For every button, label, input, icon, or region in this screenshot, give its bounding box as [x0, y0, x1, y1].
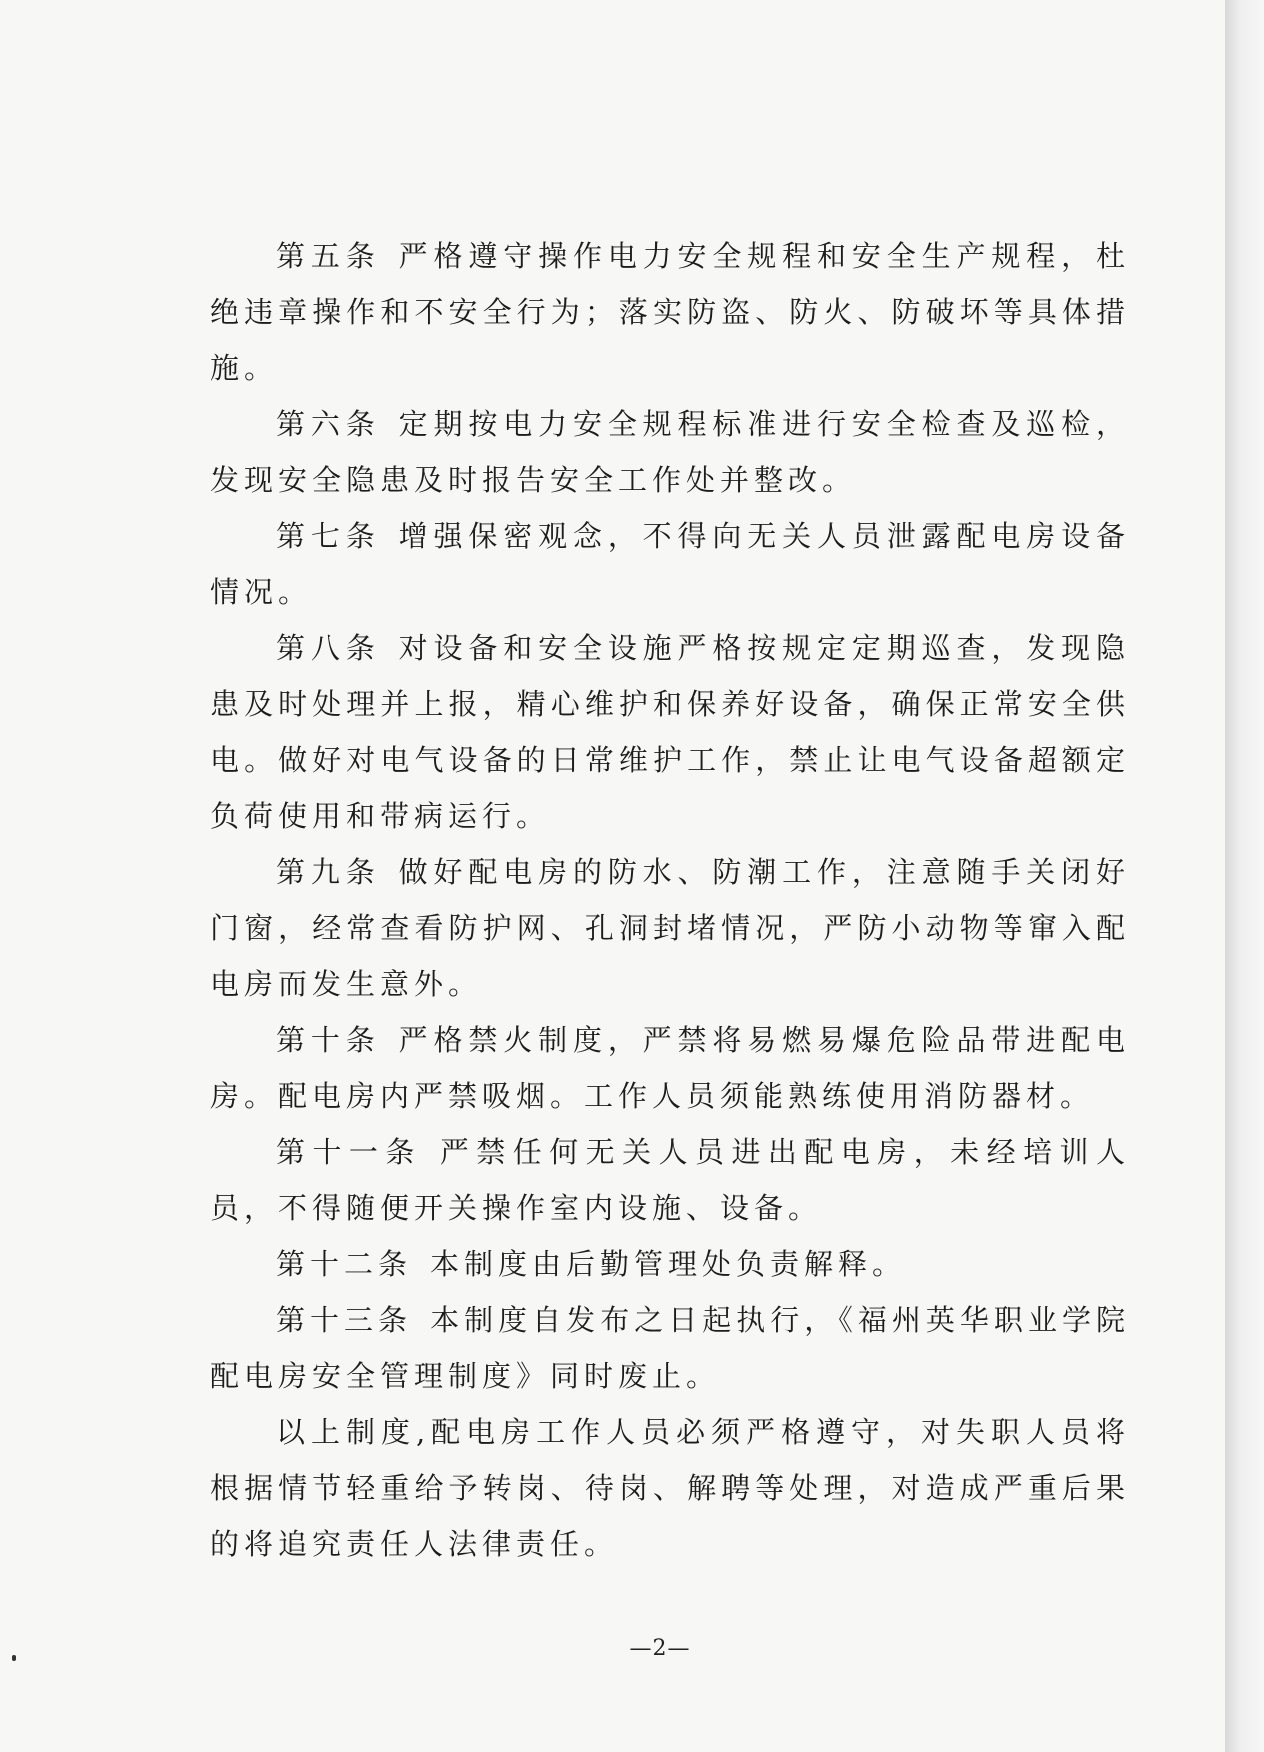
article-text: 严格遵守操作电力安全规程和安全生产规程，杜绝违章操作和不安全行为；落实防盗、防火、防破坏等具体措施。: [210, 239, 1130, 385]
article-text: 严格禁火制度，严禁将易燃易爆危险品带进配电房。配电房内严禁吸烟。工作人员须能熟练使用消防器材。: [210, 1023, 1130, 1113]
article-text: 增强保密观念，不得向无关人员泄露配电房设备情况。: [210, 519, 1130, 609]
page-number: —2—: [629, 1636, 691, 1661]
article-7: [210, 508, 1130, 620]
article-11: [210, 1124, 1130, 1236]
article-8: [210, 620, 1130, 844]
closing-paragraph: 以上制度,配电房工作人员必须严格遵守，对失职人员将根据情节轻重给予转岗、待岗、解聘等处理，对造成严重后果的将追究责任人法律责任。: [210, 1415, 1130, 1561]
article-number: 第八条: [276, 631, 381, 665]
article-text: 做好配电房的防水、防潮工作，注意随手关闭好门窗，经常查看防护网、孔洞封堵情况，严防小动物等窜入配电房而发生意外。: [210, 855, 1130, 1001]
article-9: [210, 844, 1130, 1012]
article-text: 本制度自发布之日起执行，《福州英华职业学院配电房安全管理制度》同时废止。: [210, 1303, 1130, 1393]
article-text: 本制度由后勤管理处负责解释。: [430, 1247, 907, 1281]
article-number: 第十一条: [276, 1135, 422, 1169]
article-12: [210, 1236, 1130, 1292]
scan-right-edge: [1225, 0, 1264, 1752]
article-number: 第十三条: [276, 1303, 413, 1337]
article-number: 第十条: [276, 1023, 381, 1057]
article-text: 定期按电力安全规程标准进行安全检查及巡检，发现安全隐患及时报告安全工作处并整改。: [210, 407, 1130, 497]
article-5: [210, 228, 1130, 396]
article-6: [210, 396, 1130, 508]
article-10: [210, 1012, 1130, 1124]
scan-speck: [12, 1655, 16, 1661]
article-number: 第六条: [276, 407, 381, 441]
article-number: 第五条: [276, 239, 381, 273]
document-body: [210, 228, 1130, 1572]
article-number: 第七条: [276, 519, 381, 553]
article-text: 对设备和安全设施严格按规定定期巡查，发现隐患及时处理并上报，精心维护和保养好设备，确保正常安全供电。做好对电气设备的日常维护工作，禁止让电气设备超额定负荷使用和带病运行。: [210, 631, 1130, 833]
article-number: 第十二条: [276, 1247, 413, 1281]
article-text: 严禁任何无关人员进出配电房，未经培训人员，不得随便开关操作室内设施、设备。: [210, 1135, 1130, 1225]
article-13: [210, 1292, 1130, 1404]
article-number: 第九条: [276, 855, 381, 889]
